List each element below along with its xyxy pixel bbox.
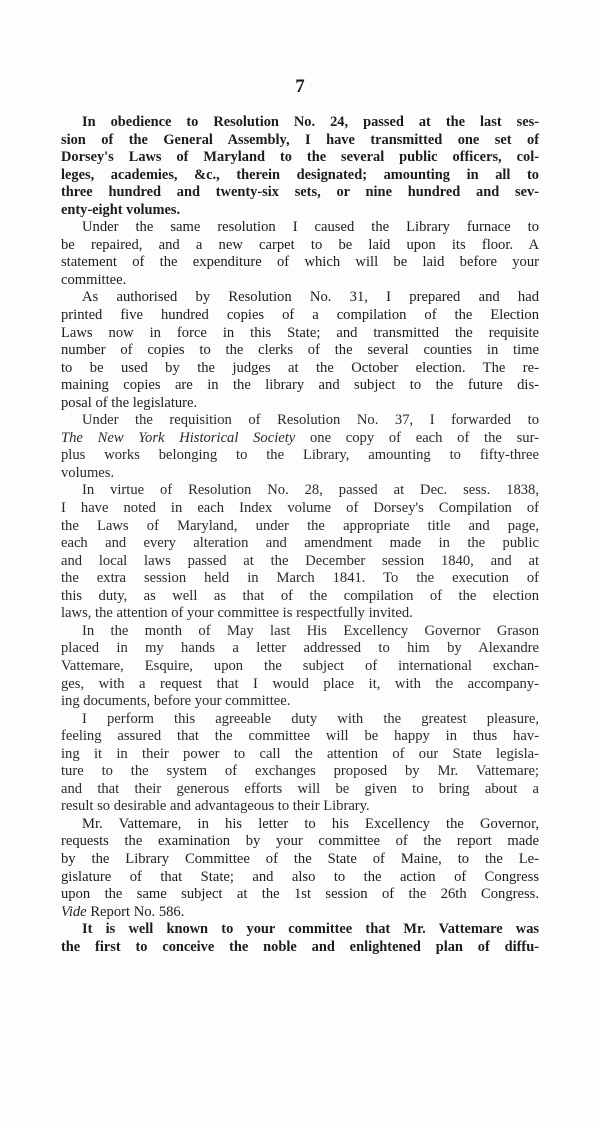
text-line: to be used by the judges at the October election. The re-	[61, 359, 539, 376]
paragraph	[61, 114, 539, 219]
text-line: Vide Report No. 586.	[61, 903, 185, 920]
text-line: Mr. Vattemare, in his letter to his Excellency the Governor,	[82, 815, 539, 832]
text-line: printed five hundred copies of a compilation of the Election	[61, 307, 539, 324]
text-line: The New York Historical Society one copy of each of the sur-	[61, 429, 539, 446]
text-line: I have noted in each Index volume of Dorsey's Compilation of	[61, 500, 539, 517]
text-line: Laws now in force in this State; and transmitted the requisite	[61, 324, 539, 341]
text-line: maining copies are in the library and subject to the future dis-	[61, 377, 539, 394]
paragraph	[61, 623, 539, 711]
text-line: each and every alteration and amendment made in the public	[61, 535, 539, 552]
paragraph	[61, 482, 539, 622]
text-line: by the Library Committee of the State of Maine, to the Le-	[61, 850, 539, 867]
text-line: the Laws of Maryland, under the appropriate title and page,	[61, 517, 539, 534]
paragraph	[61, 816, 539, 921]
text-line: I perform this agreeable duty with the greatest pleasure,	[82, 710, 539, 727]
page-number: 7	[295, 76, 305, 97]
text-line: ing it in their power to call the attention of our State legisla-	[61, 745, 539, 762]
text-line: In virtue of Resolution No. 28, passed at Dec. sess. 1838,	[82, 482, 539, 499]
text-line: As authorised by Resolution No. 31, I prepared and had	[82, 289, 539, 306]
paragraph	[61, 711, 539, 816]
text-line: laws, the attention of your committee is respectfully invited.	[61, 605, 413, 622]
text-line: sion of the General Assembly, I have transmitted one set of	[61, 131, 539, 148]
text-line: and local laws passed at the December session 1840, and at	[61, 552, 539, 569]
text-line: this duty, as well as that of the compilation of the election	[61, 587, 539, 604]
text-line: result so desirable and advantageous to their Library.	[61, 798, 370, 815]
text-line: ges, with a request that I would place it, with the accompany-	[61, 675, 539, 692]
body-text	[61, 114, 539, 956]
text-line: Under the requisition of Resolution No. 37, I forwarded to	[82, 412, 539, 429]
text-line: the extra session held in March 1841. To the execution of	[61, 570, 539, 587]
text-line: committee.	[61, 271, 127, 288]
text-line: statement of the expenditure of which will be laid before your	[61, 254, 539, 271]
text-line: Dorsey's Laws of Maryland to the several public officers, col-	[61, 149, 539, 166]
text-line: Vattemare, Esquire, upon the subject of international exchan-	[61, 657, 539, 674]
text-line: volumes.	[61, 464, 115, 481]
text-line: feeling assured that the committee will be happy in thus hav-	[61, 728, 539, 745]
paragraph	[61, 412, 539, 482]
text-line: gislature of that State; and also to the action of Congress	[61, 868, 539, 885]
text-line: be repaired, and a new carpet to be laid upon its floor. A	[61, 236, 539, 253]
text-line: enty-eight volumes.	[61, 201, 181, 218]
paragraph	[61, 219, 539, 289]
text-line: leges, academies, &c., therein designated; amounting in all to	[61, 166, 539, 183]
text-line: and that their generous efforts will be given to bring about a	[61, 780, 539, 797]
text-line: plus works belonging to the Library, amounting to fifty-three	[61, 447, 539, 464]
text-line: three hundred and twenty-six sets, or nine hundred and sev-	[61, 184, 539, 201]
text-line: ture to the system of exchanges proposed by Mr. Vattemare;	[61, 763, 539, 780]
paragraph	[61, 921, 539, 956]
text-line: placed in my hands a letter addressed to him by Alexandre	[61, 640, 539, 657]
text-line: posal of the legislature.	[61, 394, 198, 411]
text-line: the first to conceive the noble and enlightened plan of diffu-	[61, 938, 539, 955]
text-line: number of copies to the clerks of the several counties in time	[61, 342, 539, 359]
text-line: upon the same subject at the 1st session of the 26th Congress.	[61, 886, 539, 903]
text-line: In the month of May last His Excellency Governor Grason	[82, 622, 539, 639]
text-line: In obedience to Resolution No. 24, passed at the last ses-	[82, 114, 539, 130]
paragraph	[61, 289, 539, 412]
text-line: Under the same resolution I caused the Library furnace to	[82, 219, 539, 236]
text-line: ing documents, before your committee.	[61, 693, 291, 710]
text-line: It is well known to your committee that Mr. Vattemare was	[82, 921, 539, 938]
text-line: requests the examination by your committee of the report made	[61, 833, 539, 850]
